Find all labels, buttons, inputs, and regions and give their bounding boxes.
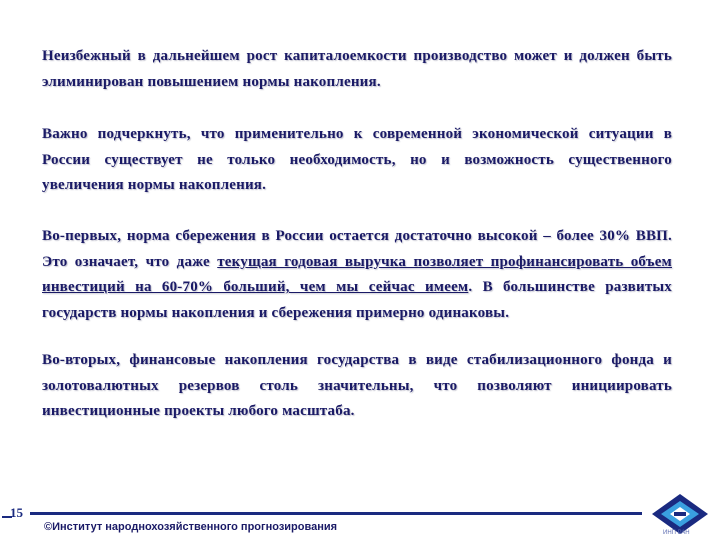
paragraph-second-point-text: Во-вторых, финансовые накопления государства в виде стабилизационного фонда и золотовалютных резервов столь значительны, что позволяют инициировать инвестиционные проекты любого масштаба. (42, 352, 672, 419)
paragraph-second-point (42, 348, 672, 425)
paragraph-first-point-start: Во-первых, норма сбережения в России остается достаточно высокой – более 30% ВВП. Это означает, что даже (42, 228, 672, 270)
page-number: 15 (10, 505, 23, 520)
paragraph-intro-text: Неизбежный в дальнейшем рост капиталоемкости производство может и должен быть элиминирован повышением нормы накопления. (42, 48, 672, 90)
paragraph-importance-text: Важно подчеркнуть, что применительно к современной экономической ситуации в России существует не только необходимость, но и возможность существенного увеличения нормы накопления. (42, 126, 672, 193)
logo-caption: ИНП РАН (663, 530, 690, 536)
paragraph-first-point-underlined: текущая годовая выручка позволяет профинансировать объем инвестиций на 60-70% больший, чем мы сейчас имеем (42, 253, 672, 295)
paragraph-first-point (42, 224, 672, 326)
footer-copyright: ©Институт народнохозяйственного прогнозирования (44, 521, 338, 533)
footer-rule (30, 512, 642, 515)
paragraph-first-point-end: . В большинстве развитых государств нормы накопления и сбережения примерно одинаковы. (42, 279, 672, 321)
paragraph-intro (42, 44, 672, 95)
paragraph-importance (42, 122, 672, 199)
